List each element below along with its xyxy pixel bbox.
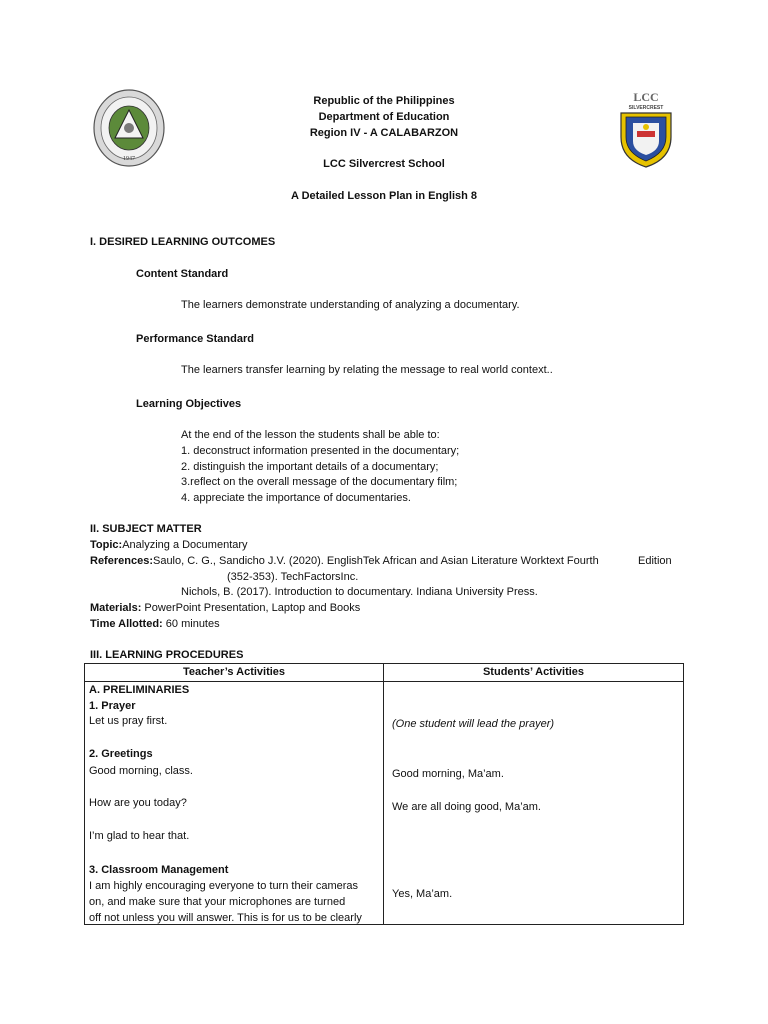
procedures-table (84, 663, 684, 925)
materials-label: Materials: (90, 602, 142, 614)
references-label: References: (90, 555, 153, 567)
section-subject-matter: II. SUBJECT MATTER (90, 523, 202, 535)
prayer-heading: 1. Prayer (89, 700, 136, 712)
svg-text:1947: 1947 (123, 156, 135, 162)
col-header-students: Students’ Activities (482, 666, 585, 678)
section-learning-procedures: III. LEARNING PROCEDURES (90, 649, 244, 661)
classroom-management-text: I am highly encouraging everyone to turn their cameras (89, 880, 359, 892)
time-allotted-line (90, 618, 220, 630)
header-department: Department of Education (318, 111, 450, 123)
objective-item: 2. distinguish the important details of a documentary; (181, 461, 439, 473)
materials-value: PowerPoint Presentation, Laptop and Books (144, 602, 361, 614)
reference-1-cont: (352-353). TechFactorsInc. (227, 571, 359, 583)
header-school: LCC Silvercrest School (323, 158, 445, 170)
table-column-divider (383, 664, 384, 924)
classroom-management-text: off not unless you will answer. This is for us to be clearly (89, 912, 362, 924)
time-label: Time Allotted: (90, 618, 163, 630)
content-standard-text: The learners demonstrate understanding of analyzing a documentary. (181, 299, 520, 311)
topic-line (90, 539, 248, 551)
teacher-glad: I’m glad to hear that. (89, 830, 190, 842)
svg-text:SILVERCREST: SILVERCREST (628, 105, 664, 111)
objective-item: 4. appreciate the importance of documentaries. (181, 492, 411, 504)
time-value: 60 minutes (165, 618, 220, 630)
objectives-intro: At the end of the lesson the students shall be able to: (181, 429, 440, 441)
greetings-heading: 2. Greetings (89, 748, 153, 760)
student-prayer: (One student will lead the prayer) (392, 718, 555, 730)
performance-standard-text: The learners transfer learning by relating the message to real world context.. (181, 364, 553, 376)
table-header-divider (85, 681, 683, 682)
performance-standard-label: Performance Standard (136, 333, 254, 345)
student-cm-response: Yes, Ma’am. (392, 888, 453, 900)
header-region: Region IV - A CALABARZON (309, 127, 459, 139)
header-republic: Republic of the Philippines (313, 95, 455, 107)
objective-item: 3.reflect on the overall message of the documentary film; (181, 476, 458, 488)
student-greeting: Good morning, Ma’am. (392, 768, 504, 780)
reference-1-edition: Edition (638, 555, 672, 567)
teacher-how-are-you: How are you today? (89, 797, 187, 809)
lipa-city-colleges-seal-icon (93, 88, 165, 168)
lcc-silvercrest-shield-icon (613, 89, 679, 169)
topic-label: Topic: (90, 539, 123, 551)
references-line (90, 555, 599, 567)
objective-item: 1. deconstruct information presented in the documentary; (181, 445, 460, 457)
teacher-prayer: Let us pray first. (89, 715, 168, 727)
materials-line (90, 602, 360, 614)
classroom-management-text: on, and make sure that your microphones are turned (89, 896, 346, 908)
page-title: A Detailed Lesson Plan in English 8 (290, 190, 478, 202)
content-standard-label: Content Standard (136, 268, 229, 280)
preliminaries-heading: A. PRELIMINARIES (89, 684, 190, 696)
reference-1: Saulo, C. G., Sandicho J.V. (2020). EnglishTek African and Asian Literature Worktext Fourth (152, 555, 599, 567)
student-how-are-you: We are all doing good, Ma’am. (392, 801, 541, 813)
reference-2: Nichols, B. (2017). Introduction to documentary. Indiana University Press. (181, 586, 538, 598)
teacher-greeting: Good morning, class. (89, 765, 193, 777)
col-header-teacher: Teacher’s Activities (182, 666, 286, 678)
svg-text:LCC: LCC (633, 90, 659, 104)
topic-value: Analyzing a Documentary (122, 539, 248, 551)
section-desired-learning-outcomes: I. DESIRED LEARNING OUTCOMES (90, 236, 276, 248)
classroom-management-heading: 3. Classroom Management (89, 864, 229, 876)
learning-objectives-label: Learning Objectives (136, 398, 242, 410)
